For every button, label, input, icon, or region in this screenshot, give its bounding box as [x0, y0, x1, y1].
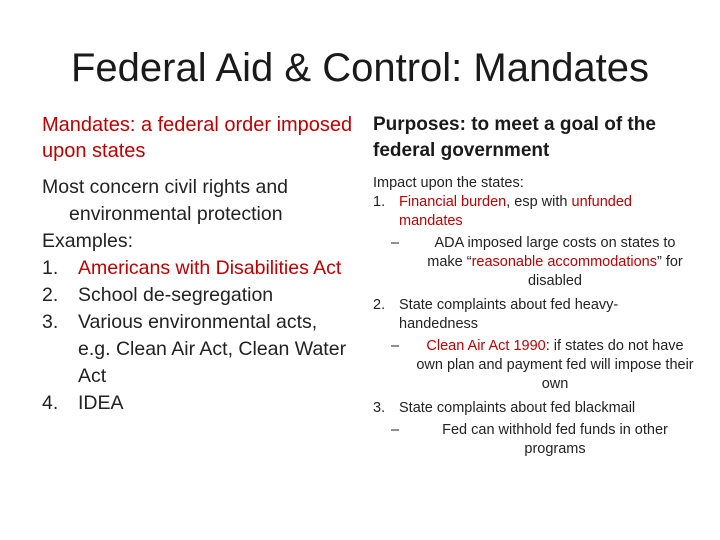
list-text: [399, 193, 695, 231]
list-number: 3.: [373, 400, 386, 416]
list-item: [42, 309, 354, 390]
clean-air-act-text: Clean Air Act 1990: [426, 338, 546, 354]
list-item: [42, 282, 354, 309]
connector-text: , esp with: [506, 194, 572, 210]
list-text: Various environmental acts, e.g. Clean Air Act, Clean Water Act: [78, 311, 347, 387]
dash-bullet: –: [390, 235, 400, 251]
dash-bullet: –: [390, 338, 400, 354]
clean-air-detail-text: : if states do not have own plan and payment fed will impose their own: [416, 338, 694, 392]
intro-text: Most concern civil rights and environmental protection: [42, 176, 289, 225]
sub-item: [373, 421, 695, 459]
slide-title: Federal Aid & Control: Mandates: [70, 46, 650, 90]
mandates-heading: Mandates: a federal order imposed upon states: [42, 114, 353, 162]
dash-bullet: –: [390, 422, 400, 438]
purposes-heading: Purposes: to meet a goal of the federal government: [373, 114, 656, 161]
list-number: 4.: [42, 392, 59, 414]
examples-label: Examples:: [42, 230, 134, 252]
list-text: Americans with Disabilities Act: [78, 257, 342, 279]
list-number: 2.: [42, 284, 59, 306]
ada-text: ADA imposed large costs on states to make “: [427, 235, 676, 270]
list-item: [42, 390, 354, 417]
right-column: [373, 112, 695, 459]
list-number: 2.: [373, 297, 386, 313]
financial-burden-text: Financial burden: [399, 194, 507, 210]
sub-text: [415, 337, 695, 394]
impact-item-2: [373, 296, 695, 334]
list-item: [42, 255, 354, 282]
list-number: 1.: [42, 257, 59, 279]
right-body: [373, 174, 695, 459]
left-body: [42, 174, 354, 417]
sub-text: Fed can withhold fed funds in other programs: [442, 422, 668, 457]
unfunded-mandates-text: unfunded mandates: [399, 194, 632, 229]
list-number: 1.: [373, 194, 386, 210]
sub-text: [415, 234, 695, 291]
sub-item: [373, 337, 695, 394]
impact-item-1: [373, 193, 695, 231]
reasonable-accommodations-text: reasonable accommodations: [471, 254, 657, 270]
list-text: State complaints about fed heavy-handedness: [399, 297, 619, 332]
list-number: 3.: [42, 311, 59, 333]
ada-text-end: ” for disabled: [527, 254, 683, 289]
sub-item: [373, 234, 695, 291]
list-text: State complaints about fed blackmail: [399, 400, 636, 416]
impact-label: Impact upon the states:: [373, 175, 524, 191]
list-text: School de-segregation: [78, 284, 274, 306]
impact-item-3: [373, 399, 695, 418]
left-column: [42, 112, 354, 417]
list-text: IDEA: [78, 392, 124, 414]
